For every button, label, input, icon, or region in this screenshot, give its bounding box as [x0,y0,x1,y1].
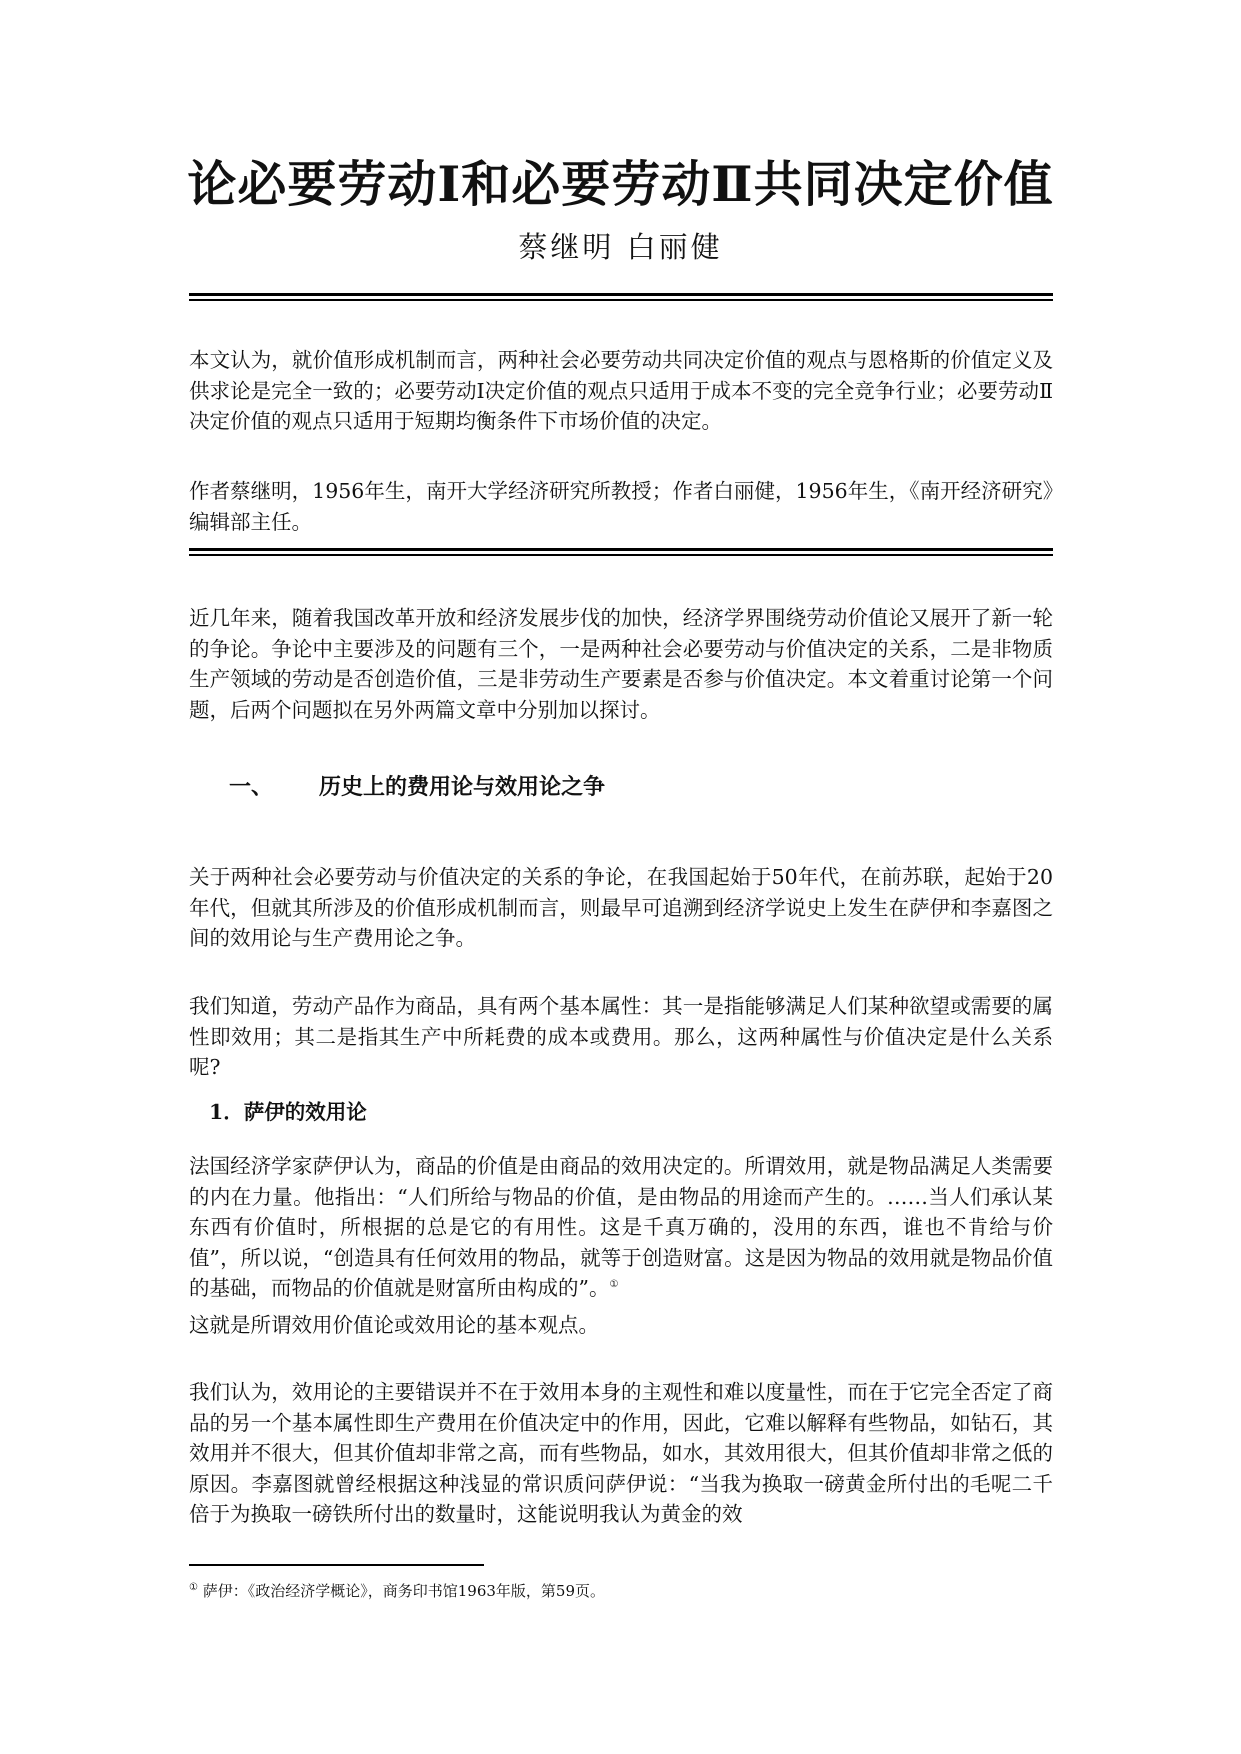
subsection-heading: 1．萨伊的效用论 [209,1100,367,1124]
author-info: 作者蔡继明，1956年生，南开大学经济研究所教授；作者白丽健，1956年生，《南开经济研究》编辑部主任。 [189,479,1053,534]
footnote-rule [189,1564,484,1566]
body-paragraph-5: 我们认为，效用论的主要错误并不在于效用本身的主观性和难以度量性，而在于它完全否定了商品的另一个基本属性即生产费用在价值决定中的作用，因此，它难以解释有些物品，如钻石，其效用并不很大，但其价值却非常之高，而有些物品，如水，其效用很大，但其价值却非常之低的原因。李嘉图就曾经根据这种浅显的常识质问萨伊说：“当我为换取一磅黄金所付出的毛呢二千倍于为换取一磅铁所付出的数量时，这能说明我认为黄金的效 [189,1380,1053,1526]
footnote-reference[interactable]: ① [609,1279,619,1291]
paper-title: 论必要劳动Ⅰ和必要劳动Ⅱ共同决定价值 [187,155,1054,213]
footnote [189,1580,605,1602]
abstract-double-rule [189,548,1053,556]
body-paragraph-2: 我们知道，劳动产品作为商品，具有两个基本属性：其一是指能够满足人们某种欲望或需要的属性即效用；其二是指其生产中所耗费的成本或费用。那么，这两种属性与价值决定是什么关系呢? [189,994,1053,1079]
section-title: 历史上的费用论与效用论之争 [319,774,606,800]
section-number: 一、 [229,774,274,800]
intro-paragraph: 近几年来，随着我国改革开放和经济发展步伐的加快，经济学界围绕劳动价值论又展开了新一轮的争论。争论中主要涉及的问题有三个，一是两种社会必要劳动与价值决定的关系，二是非物质生产领域的劳动是否创造价值，三是非劳动生产要素是否参与价值决定。本文着重讨论第一个问题，后两个问题拟在另外两篇文章中分别加以探讨。 [189,606,1053,722]
section-heading [229,772,605,802]
paragraph-3-text: 法国经济学家萨伊认为，商品的价值是由商品的效用决定的。所谓效用，就是物品满足人类需要的内在力量。他指出：“人们所给与物品的价值，是由物品的用途而产生的。……当人们承认某东西有价值时，所根据的总是它的有用性。这是千真万确的，没用的东西，谁也不肯给与价值”，所以说，“创造具有任何效用的物品，就等于创造财富。这是因为物品的效用就是物品价值的基础，而物品的价值就是财富所由构成的”。 [189,1154,1053,1300]
footnote-text: 萨伊：《政治经济学概论》，商务印书馆1963年版，第59页。 [202,1582,606,1600]
footnote-marker: ① [189,1582,198,1593]
paper-authors: 蔡继明 白丽健 [518,230,723,264]
body-paragraph-3 [189,1151,1053,1304]
body-paragraph-4: 这就是所谓效用价值论或效用论的基本观点。 [189,1313,599,1337]
body-paragraph-1: 关于两种社会必要劳动与价值决定的关系的争论，在我国起始于50年代，在前苏联，起始于20年代，但就其所涉及的价值形成机制而言，则最早可追溯到经济学说史上发生在萨伊和李嘉图之间的效用论与生产费用论之争。 [189,865,1053,950]
header-double-rule [189,293,1053,301]
abstract-summary: 本文认为，就价值形成机制而言，两种社会必要劳动共同决定价值的观点与恩格斯的价值定义及供求论是完全一致的；必要劳动Ⅰ决定价值的观点只适用于成本不变的完全竞争行业；必要劳动Ⅱ决定价值的观点只适用于短期均衡条件下市场价值的决定。 [189,348,1053,433]
